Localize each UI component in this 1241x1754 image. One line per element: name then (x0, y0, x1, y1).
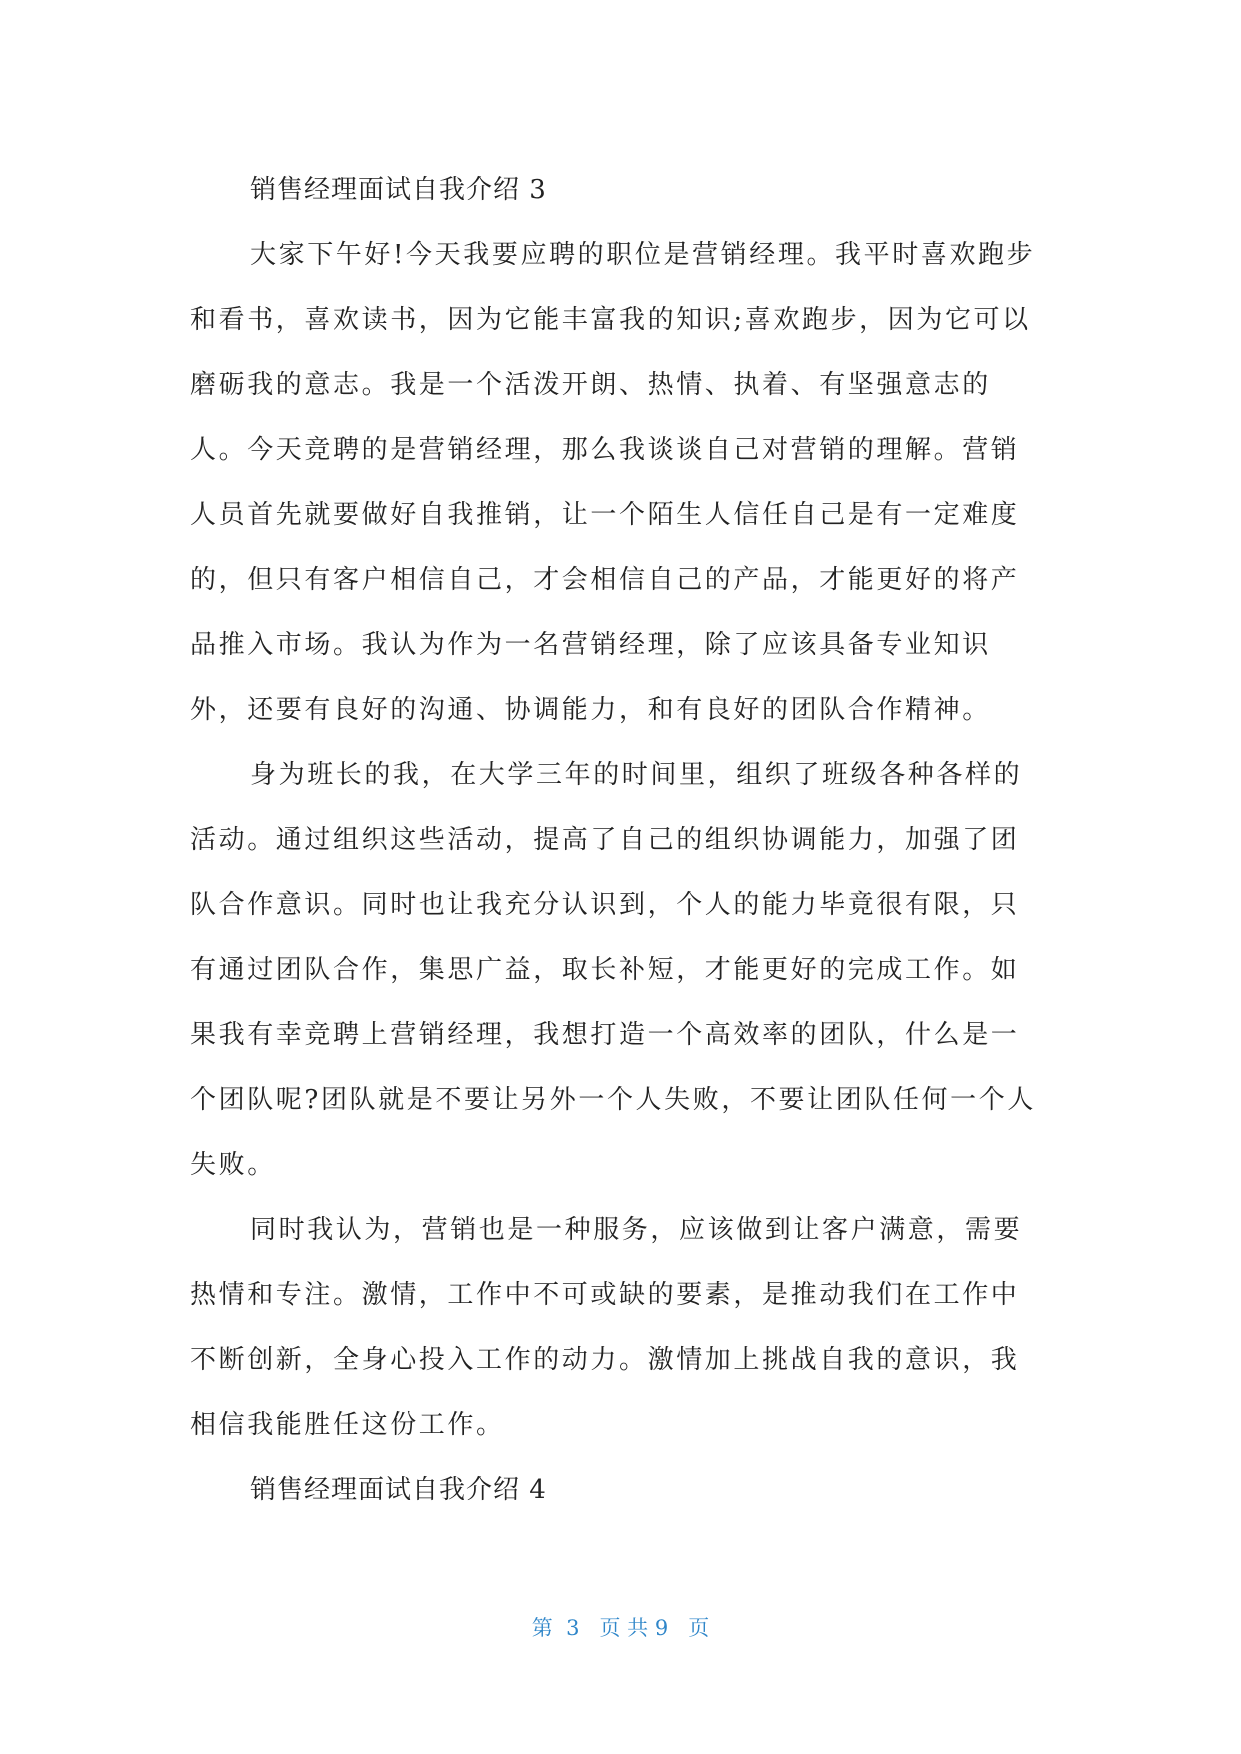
text-line: 失败。 (190, 1150, 276, 1180)
text-line: 和看书，喜欢读书，因为它能丰富我的知识;喜欢跑步，因为它可以 (190, 305, 1031, 335)
text-line: 有通过团队合作，集思广益，取长补短，才能更好的完成工作。如 (190, 955, 1020, 985)
text-line: 同时我认为，营销也是一种服务，应该做到让客户满意，需要 (250, 1215, 1023, 1245)
text-line: 的，但只有客户相信自己，才会相信自己的产品，才能更好的将产 (190, 565, 1020, 595)
text-line: 身为班长的我，在大学三年的时间里，组织了班级各种各样的 (250, 760, 1023, 790)
paragraph-3 (190, 1198, 1060, 1458)
text-line: 外，还要有良好的沟通、协调能力，和有良好的团队合作精神。 (190, 695, 991, 725)
text-line: 大家下午好!今天我要应聘的职位是营销经理。我平时喜欢跑步 (250, 240, 1036, 270)
paragraph-1 (190, 223, 1060, 743)
text-line: 果我有幸竞聘上营销经理，我想打造一个高效率的团队，什么是一 (190, 1020, 1020, 1050)
text-line: 磨砺我的意志。我是一个活泼开朗、热情、执着、有坚强意志的 (190, 370, 991, 400)
section-heading-3: 销售经理面试自我介绍 3 (250, 175, 547, 205)
page-number-footer: 第 3 页 共 9 页 (531, 1616, 710, 1640)
text-line: 人。今天竞聘的是营销经理，那么我谈谈自己对营销的理解。营销 (190, 435, 1020, 465)
text-line: 活动。通过组织这些活动，提高了自己的组织协调能力，加强了团 (190, 825, 1020, 855)
section-heading-4: 销售经理面试自我介绍 4 (250, 1475, 547, 1505)
text-line: 品推入市场。我认为作为一名营销经理，除了应该具备专业知识 (190, 630, 991, 660)
text-line: 个团队呢?团队就是不要让另外一个人失败，不要让团队任何一个人 (190, 1085, 1036, 1115)
document-body (190, 158, 1060, 1523)
text-line: 队合作意识。同时也让我充分认识到，个人的能力毕竟很有限，只 (190, 890, 1020, 920)
text-line: 人员首先就要做好自我推销，让一个陌生人信任自己是有一定难度 (190, 500, 1020, 530)
text-line: 相信我能胜任这份工作。 (190, 1410, 505, 1440)
text-line: 不断创新，全身心投入工作的动力。激情加上挑战自我的意识，我 (190, 1345, 1020, 1375)
paragraph-2 (190, 743, 1060, 1198)
text-line: 热情和专注。激情，工作中不可或缺的要素，是推动我们在工作中 (190, 1280, 1020, 1310)
